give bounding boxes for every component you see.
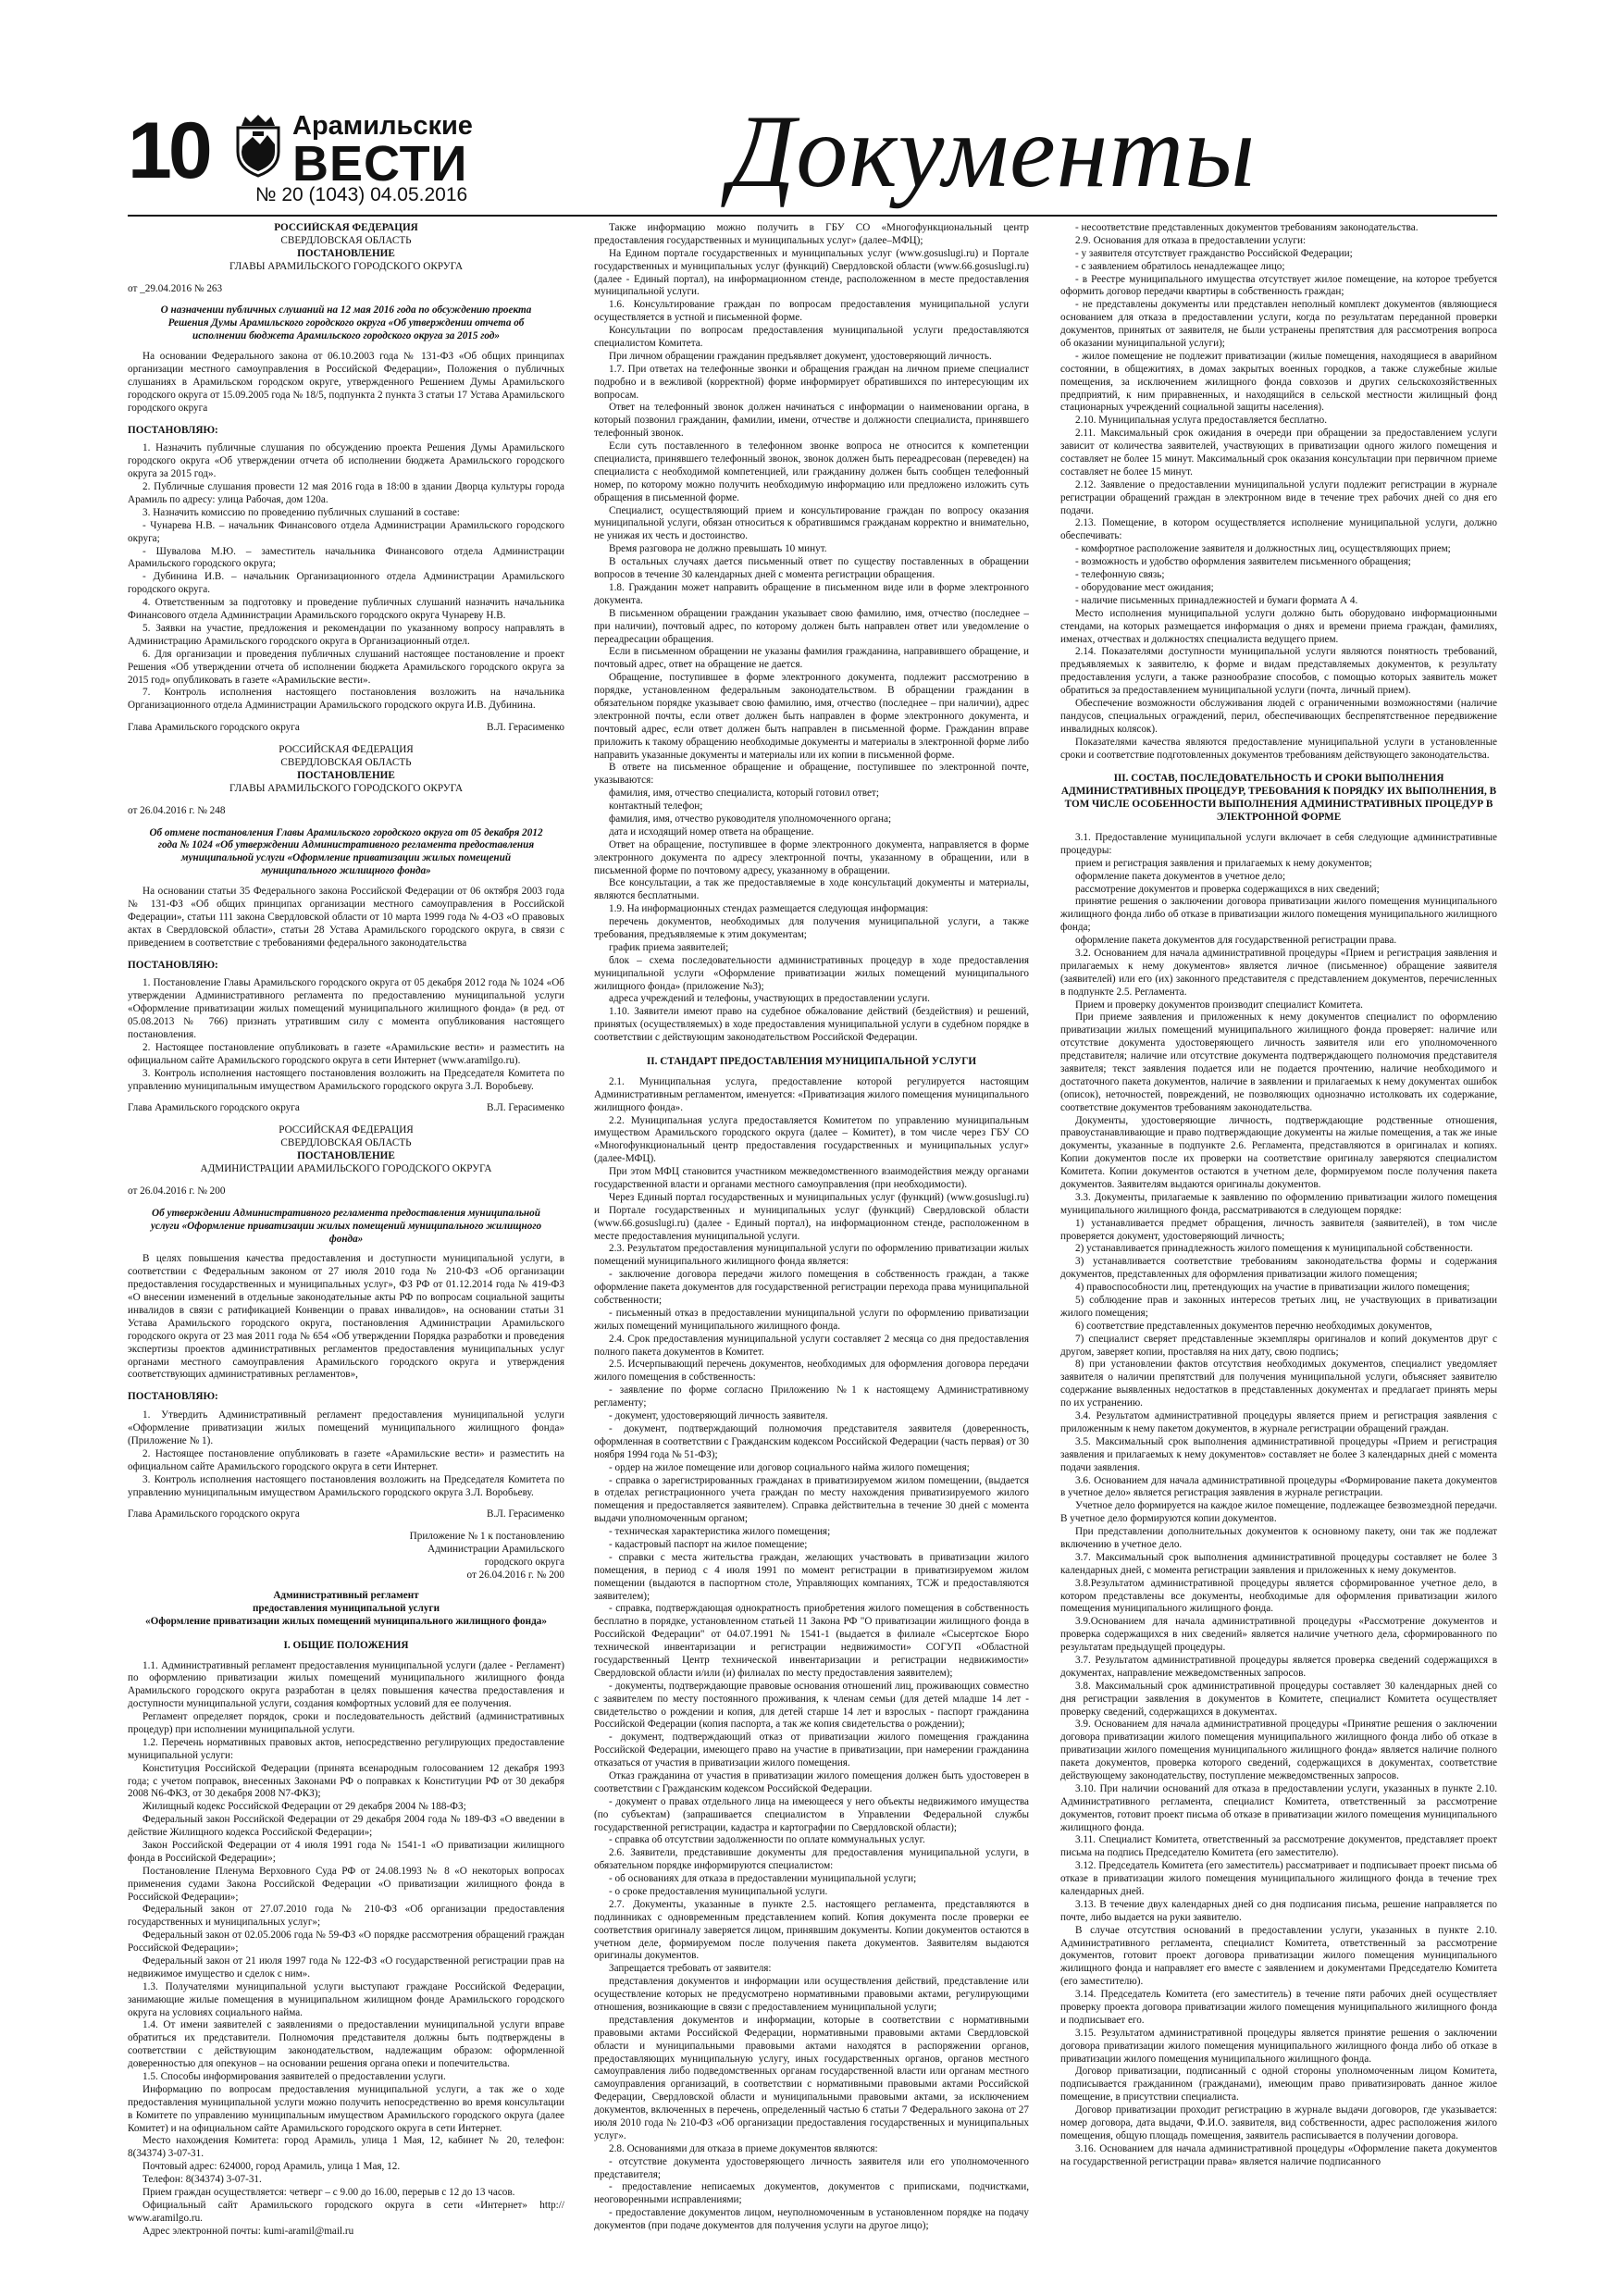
regulation-paragraph: 3) устанавливается соответствие требованиям законодательства формы и содержания документов, представленных для оформления приватизации жилого помещения; [1060,1256,1497,1281]
regulation-paragraph: Федеральный закон от 21 июля 1997 года № 122-ФЗ «О государственной регистрации прав на недвижимое имущество и сделок с ним». [128,1955,564,1980]
section-heading: II. СТАНДАРТ ПРЕДОСТАВЛЕНИЯ МУНИЦИПАЛЬНОЙ УСЛУГИ [646,1056,977,1067]
regulation-paragraph: 6) соответствие представленных документов перечню необходимых документов, [1075,1320,1432,1332]
regulation-paragraph: Отказ гражданина от участия в приватизации жилого помещения должен быть удостоверен в соответствии с Гражданским кодексом Российской Федерации. [594,1769,1029,1794]
regulation-paragraph: 3.8. Максимальный срок административной процедуры составляет 30 календарных дней со дня регистрации заявления в документов в Комитете, специалист Комитета осуществляет проверку сведений, содержащихся в документах. [1060,1680,1497,1718]
regulation-paragraph: - кадастровый паспорт на жилое помещение; [609,1538,808,1550]
section-heading: III. СОСТАВ, ПОСЛЕДОВАТЕЛЬНОСТЬ И СРОКИ ВЫПОЛНЕНИЯ АДМИНИСТРАТИВНЫХ ПРОЦЕДУР, ТРЕБОВАНИЯ К ПОРЯДКУ ИХ ВЫПОЛНЕНИЯ, В ТОМ ЧИСЛЕ ОСОБЕННОСТИ ВЫПОЛНЕНИЯ АДМИНИСТРАТИВНЫХ ПРОЦЕДУР В ЭЛЕКТРОННОЙ ФОРМЕ [1060,773,1497,824]
regulation-paragraph: - справки с места жительства граждан, желающих участвовать в приватизации жилого помещения, в период с 4 июля 1991 по момент регистрации в приватизируемом жилом помещении (выдаются в паспортном столе, Управляющих компаниях, ТСЖ и предоставляются заявителем); [594,1551,1029,1602]
city-coat-of-arms-icon [232,113,284,178]
issue-number-date: № 20 (1043) 04.05.2016 [255,184,468,205]
appendix-note: от 26.04.2016 г. № 200 [466,1570,564,1582]
doc1-paragraph: 6. Для организации и проведения публичных слушаний настоящее постановление и проект Решения «Об утверждении отчета об исполнении бюджета Арамильского городского округа за 2015 год» опубликовать в газете «Арамильские вести». [128,648,564,686]
page-number: 10 [128,106,209,195]
doc3-paragraph: 2. Настоящее постановление опубликовать в газете «Арамильские вести» и разместить на официальном сайте Арамильского городского округа в сети Интернет. [128,1447,564,1472]
regulation-paragraph: - комфортное расположение заявителя и должностных лиц, осуществляющих прием; [1075,543,1451,555]
regulation-paragraph: - отсутствие документа удостоверяющего личность заявителя или его уполномоченного представителя; [594,2155,1029,2180]
doc2-header: РОССИЙСКАЯ ФЕДЕРАЦИЯ [279,744,414,756]
regulation-paragraph: 3.4. Результатом административной процедуры является прием и регистрация заявления с приложенным к нему пакетом документов, в журнале регистрации обращений граждан. [1060,1410,1497,1434]
regulation-paragraph: В случае отсутствия оснований в предоставлении услуги, указанных в пункте 2.10. Административного регламента, специалист Комитета, ответственный за рассмотрение документов, готовит проект договора приватизации жилого помещения муниципального жилищного фонда и направляет его вместе с заявлением и документами Председателю Комитета (его заместителю). [1060,1924,1497,1988]
doc1-header: РОССИЙСКАЯ ФЕДЕРАЦИЯ [274,222,418,233]
regulation-paragraph: 8) при установлении фактов отсутствия необходимых документов, специалист уведомляет заявителя о наличии препятствий для получения муниципальной услуги, объясняет заявителю содержание выявленных недостатков в представленных документах и предлагает принять меры по их устранению. [1060,1359,1497,1409]
doc1-paragraph: - Чунарева Н.В. – начальник Финансового отдела Администрации Арамильского городского округа; [128,519,564,544]
regulation-paragraph: Через Единый портал государственных и муниципальных услуг (функций) (www.gosuslugi.ru) и Портале государственных и муниципальных услуг (функций) Свердловской области (www.66.gosuslugi.ru) (далее - Единый портал), на информационном стенде, расположенном в месте предоставления муниципальной услуги. [594,1191,1029,1242]
doc1-header: ГЛАВЫ АРАМИЛЬСКОГО ГОРОДСКОГО ОКРУГА [229,260,464,272]
regulation-title: «Оформление приватизации жилых помещений муниципального жилищного фонда» [145,1615,547,1627]
regulation-paragraph: - заключение договора передачи жилого помещения в собственность граждан, а также оформление пакета документов для государственной регистрации перехода права муниципальной собственности; [594,1269,1029,1307]
regulation-paragraph: При личном обращении гражданин предъявляет документ, удостоверяющий личность. [609,350,992,362]
regulation-paragraph: график приема заявителей; [609,941,729,953]
doc3-title: Об утверждении Административного регламента предоставления муниципальной услуги «Оформление приватизации жилых помещений муниципального жилищного фонда» [150,1207,542,1245]
regulation-paragraph: 3.12. Председатель Комитета (его заместитель) рассматривает и подписывает проект письма об отказе в приватизации жилого помещения муниципального жилищного фонда в течение трех календарных дней. [1060,1860,1497,1897]
regulation-paragraph: - об основаниях для отказа в предоставлении муниципальной услуги; [609,1873,917,1885]
brand-name-top: Арамильские [292,111,473,141]
regulation-paragraph: оформление пакета документов для государственной регистрации права. [1075,935,1397,947]
doc1-paragraph: - Шувалова М.Ю. – заместитель начальника Финансового отдела Администрации Арамильского городского округа; [128,545,564,570]
regulation-paragraph: Ответ на телефонный звонок должен начинаться с информации о наименовании органа, в который позвонил гражданин, фамилии, имени, отчестве и должности специалиста, принявшего телефонный звонок. [594,402,1029,440]
regulation-paragraph: - ордер на жилое помещение или договор социального найма жилого помещения; [609,1461,970,1473]
regulation-paragraph: Закон Российской Федерации от 4 июля 1991 года № 1541-1 «О приватизации жилищного фонда в Российской Федерации»; [128,1839,564,1864]
regulation-paragraph: - телефонную связь; [1075,569,1165,581]
doc1-paragraph: 5. Заявки на участие, предложения и рекомендации по указанному вопросу направлять в Администрацию Арамильского городского округа в Организационный отдел. [128,622,564,647]
doc1-paragraph: 4. Ответственным за подготовку и проведение публичных слушаний назначить начальника Финансового отдела Администрации Арамильского городского округа Чунареву Н.В. [128,597,564,622]
regulation-paragraph: Почтовый адрес: 624000, город Арамиль, улица 1 Мая, 12. [142,2161,401,2173]
regulation-paragraph: - документ, удостоверяющий личность заявителя. [609,1410,828,1422]
regulation-paragraph: На Едином портале государственных и муниципальных услуг (www.gosuslugi.ru) и Портале государственных и муниципальных услуг (функций) Свердловской области (www.66.gosuslugi.ru) (далее - Единый портал), на информационном стенде, расположенном в месте предоставления муниципальной услуги. [594,247,1029,298]
regulation-paragraph: представления документов и информации, которые в соответствии с нормативными правовыми актами Российской Федерации, нормативными правовыми актами Свердловской области и муниципальными правовыми актами находятся в распоряжении органов, предоставляющих муниципальную услугу, иных государственных органов, органов местного самоуправления либо подведомственных органам государственной власти или органам местного самоуправления организаций, в соответствии с нормативными правовыми актами Российской Федерации, Свердловской области и муниципальными правовыми актами, за исключением документов, включенных в перечень, определенный частью 6 статьи 7 Федерального закона от 27 июля 2010 года № 210-ФЗ «Об организации предоставления государственных и муниципальных услуг». [594,2014,1029,2141]
regulation-paragraph: 1.8. Гражданин может направить обращение в письменном виде или в форме электронного документа. [594,581,1029,606]
doc1-signature [128,722,564,735]
section-title: Документы [729,94,1257,209]
regulation-paragraph: дата и исходящий номер ответа на обращение. [609,825,814,838]
regulation-paragraph: Консультации по вопросам предоставления муниципальной услуги предоставляются специалистом Комитета. [594,325,1029,350]
regulation-paragraph: 2.9. Основания для отказа в предоставлении услуги: [1075,234,1307,246]
regulation-paragraph: - заявление по форме согласно Приложению №1 к настоящему Административному регламенту; [594,1384,1029,1409]
doc1-decree-label: ПОСТАНОВЛЯЮ: [128,424,218,436]
regulation-paragraph: При этом МФЦ становится участником межведомственного взаимодействия между органами государственной власти и органами местного самоуправления (при необходимости). [594,1166,1029,1191]
doc3-paragraph: 3. Контроль исполнения настоящего постановления возложить на Председателя Комитета по управлению муниципальным имуществом Арамильского городского округа З.Л. Воробьеву. [128,1473,564,1498]
appendix-note: городского округа [484,1557,564,1569]
regulation-paragraph: Договор приватизации, подписанный с одной стороны уполномоченным лицом Комитета, подписывается гражданином (гражданами), имеющим право приватизировать данное жилое помещение, в присутствии специалиста. [1060,2066,1497,2104]
column-1 [128,222,564,2263]
regulation-paragraph: 3.9. Основанием для начала административной процедуры «Принятие решения о заключении договора приватизации жилого помещения муниципального жилищного фонда либо об отказе в приватизации жилого помещения муниципального жилищного фонда» является наличие полного пакета документов, проверка которого сведений, содержащихся в документах, соответствие действующему законодательству, поступление межведомственных запросов. [1060,1719,1497,1781]
regulation-paragraph: Договор приватизации проходит регистрацию в журнале выдачи договоров, где указывается: номер договора, дата выдачи, Ф.И.О. заявителя, вид собственности, адрес расположения жилого помещения, общую площадь помещения, заявитель расписывается в получении договора. [1060,2104,1497,2141]
regulation-paragraph: 2.12. Заявление о предоставлении муниципальной услуги подлежит регистрации в журнале регистрации обращений граждан в электронном виде в течение трех рабочих дней со дня его подачи. [1060,478,1497,516]
appendix-note: Приложение № 1 к постановлению [409,1531,564,1543]
regulation-paragraph: Обращение, поступившее в форме электронного документа, подлежит рассмотрению в порядке, установленном федеральным законодательством. В обращении гражданин в обязательном порядке указывает свою фамилию, имя, отчество (последнее – при наличии), адрес электронной почты, если ответ должен быть направлен в форме электронного документа, и почтовый адрес, если ответ должен быть направлен в письменной форме. Гражданин вправе приложить к такому обращению необходимые документы и материалы в электронной форме либо направить указанные документы и материалы или их копии в письменной форме. [594,672,1029,761]
doc3-header: ПОСТАНОВЛЕНИЕ [297,1150,395,1162]
regulation-paragraph: 3.7. Максимальный срок выполнения административной процедуры составляет не более 3 календарных дней, с момента регистрации заявления и приложенных к нему документов. [1060,1551,1497,1576]
regulation-paragraph: фамилия, имя, отчество специалиста, который готовил ответ; [609,788,879,800]
regulation-paragraph: - не представлены документы или представлен неполный комплект документов (являющиеся основанием для отказа в предоставлении услуги, когда по результатам переданной проверки документов, принятых от заявителя, не были устранены препятствия для рассмотрения вопроса об оказании муниципальной услуги); [1060,299,1497,350]
regulation-paragraph: Адрес электронной почты: kumi-aramil@mail.ru [142,2225,354,2237]
regulation-paragraph: 1.4. От имени заявителей с заявлениями о предоставлении муниципальной услуги вправе обратиться их представители. Полномочия представителя должны быть подтверждены в соответствии с действующим законодательством, надлежащим образом: оформленной доверенностью для опекунов – на основании решения органа опеки и попечительства. [128,2019,564,2070]
regulation-paragraph: Обеспечение возможности обслуживания людей с ограниченными возможностями (наличие пандусов, специальных ограждений, перил, обеспечивающих беспрепятственное передвижение инвалидных колясок). [1060,697,1497,735]
regulation-paragraph: принятие решения о заключении договора приватизации жилого помещения муниципального жилищного фонда либо об отказе в приватизации жилого помещения муниципального жилищного фонда; [1060,896,1497,934]
regulation-title: предоставления муниципальной услуги [252,1602,440,1614]
regulation-paragraph: 3.3. Документы, прилагаемые к заявлению по оформлению приватизации жилого помещения муниципального жилищного фонда, рассматриваются в следующем порядке: [1060,1191,1497,1216]
regulation-paragraph: Специалист, осуществляющий прием и консультирование граждан по вопросу оказания муниципальной услуги, обязан относиться к обратившимся гражданам корректно и внимательно, не унижая их честь и достоинство. [594,504,1029,542]
regulation-paragraph: 3.6. Основанием для начала административной процедуры «Формирование пакета документов в учетное дело» является регистрация заявления в журнале регистрации. [1060,1474,1497,1499]
doc2-paragraph: 1. Постановление Главы Арамильского городского округа от 05 декабря 2012 года № 1024 «Об утверждении Административного регламента по предоставлению муниципальной услуги «Оформление приватизации жилых помещений муниципального жилищного фонда» (в ред. от 05.08.2013 № 766) признать утратившим силу с момента опубликования настоящего постановления. [128,977,564,1040]
header-rule [128,215,1497,217]
regulation-paragraph: Телефон: 8(34374) 3-07-31. [142,2174,262,2186]
doc1-paragraph: На основании Федерального закона от 06.10.2003 года № 131-ФЗ «Об общих принципах организации местного самоуправления в Российской Федерации», Положения о публичных слушаниях в Арамильском городском округе, утвержденного Решением Думы Арамильского городского округа от 15.09.2005 года № 18/5, подпункта 2 пункта 3 статьи 17 Устава Арамильского городского округа [128,351,564,414]
regulation-paragraph: Федеральный закон от 27.07.2010 года № 210-ФЗ «Об организации предоставления государственных и муниципальных услуг»; [128,1904,564,1929]
regulation-paragraph: - справка, подтверждающая однократность приобретения жилого помещения в собственность бесплатно в порядке, установленном статьей 11 Закона РФ "О приватизации жилищного фонда в Российской Федерации" от 04.07.1991 № 1541-1 (выдается в филиале «Сысертское Бюро технической инвентаризации и регистрации недвижимости» СОГУП «Областной государственный Центр технической инвентаризации и регистрации недвижимости» Свердловской области и/или (и) филиалах по месту предоставления заявителем); [594,1603,1029,1679]
regulation-paragraph: прием и регистрация заявления и прилагаемых к нему документов; [1075,857,1372,869]
regulation-paragraph: 2.11. Максимальный срок ожидания в очереди при обращении за предоставлением услуги зависит от количества заявителей, участвующих в приватизации одного жилого помещения и составляет не более 15 минут. Максимальный срок оказания консультации при первичном приеме составляет не более 15 минут. [1060,428,1497,478]
regulation-paragraph: 1.1. Административный регламент предоставления муниципальной услуги (далее - Регламент) по оформлению приватизации жилых помещений муниципального жилищного фонда Арамильского городского округа разработан в целях повышения качества предоставления и доступности муниципальной услуги, создания комфортных условий для ее получения. [128,1659,564,1710]
signature-title: Глава Арамильского городского округа [128,1508,300,1520]
regulation-paragraph: 2.6. Заявители, представившие документы для предоставления муниципальной услуги, в обязательном порядке информируются специалистом: [594,1847,1029,1872]
doc1-paragraph: 1. Назначить публичные слушания по обсуждению проекта Решения Думы Арамильского городского округа «Об утверждении отчета об исполнении бюджета Арамильского городского округа за 2015 год». [128,442,564,480]
regulation-paragraph: - предоставление документов лицом, неуполномоченным в установленном порядке на подачу документов (при подаче документов для получения услуги на другое лицо); [594,2207,1029,2232]
regulation-paragraph: 4) правоспособности лиц, претендующих на участие в приватизации жилого помещения; [1075,1282,1470,1294]
doc1-header: СВЕРДЛОВСКАЯ ОБЛАСТЬ [280,234,412,246]
regulation-paragraph: 2.5. Исчерпывающий перечень документов, необходимых для оформления договора передачи жилого помещения в собственность: [594,1359,1029,1384]
regulation-paragraph: 2.10. Муниципальная услуга предоставляется бесплатно. [1075,415,1328,427]
regulation-paragraph: Прием и проверку документов производит специалист Комитета. [1075,999,1363,1011]
regulation-paragraph: 2.3. Результатом предоставления муниципальной услуги по оформлению приватизации жилых помещений муниципального жилищного фонда является: [594,1243,1029,1268]
regulation-paragraph: 1.6. Консультирование граждан по вопросам предоставления муниципальной услуги осуществляется в устной и письменной форме. [594,299,1029,324]
regulation-paragraph: фамилия, имя, отчество руководителя уполномоченного органа; [609,813,892,825]
regulation-paragraph: Федеральный закон Российской Федерации от 29 декабря 2004 года № 189-ФЗ «О введении в действие Жилищного кодекса Российской Федерации»; [128,1814,564,1839]
regulation-paragraph: 3.8.Результатом административной процедуры является сформированное учетное дело, в котором представлены все документы, необходимые для оформления приватизации жилого помещения муниципального жилищного фонда. [1060,1577,1497,1615]
regulation-paragraph: 2.8. Основаниями для отказа в приеме документов являются: [609,2142,878,2154]
doc1-paragraph: 3. Назначить комиссию по проведению публичных слушаний в составе: [142,506,460,518]
regulation-paragraph: При приеме заявления и приложенных к нему документов специалист по оформлению приватизации жилых помещений муниципального жилищного фонда проверяет: наличие или отсутствие документа удостоверяющего личность заявителя или его уполномоченного представителя; наличие или отсутствие документа подтверждающего полномочия представителя заявителя; текст заявления подается или не подается прочтению, наличие необходимого и достаточного пакета документов, наличие в заявлении и прилагаемых к нему документах ошибок (описок), неточностей, повреждений, не позволяющих однозначно истолковать их содержание, соответствие документов требованиям законодательства. [1060,1011,1497,1113]
column-3 [1060,222,1497,2263]
doc2-title: Об отмене постановления Главы Арамильского городского округа от 05 декабря 2012 года № 1024 «Об утверждении Административного регламента предоставления муниципальной услуги «Оформление приватизации жилых помещений муниципального жилищного фонда» [149,826,543,877]
regulation-paragraph: Запрещается требовать от заявителя: [609,1963,772,1975]
doc3-date: от 26.04.2016 г. № 200 [128,1185,226,1197]
regulation-paragraph: В письменном обращении гражданин указывает свою фамилию, имя, отчество (последнее – при наличии), почтовый адрес, по которому должен быть направлен ответ или уведомление о переадресации обращения. [594,607,1029,645]
doc1-paragraph: 7. Контроль исполнения настоящего постановления возложить на начальника Организационного отдела Администрации Арамильского городского округа И.В. Дубинина. [128,687,564,712]
doc3-header: АДМИНИСТРАЦИИ АРАМИЛЬСКОГО ГОРОДСКОГО ОКРУГА [200,1163,492,1174]
doc2-header: ПОСТАНОВЛЕНИЕ [297,769,395,781]
regulation-paragraph: блок – схема последовательности административных процедур в ходе предоставления муниципальной услуги «Оформление приватизации жилых помещений муниципального жилищного фонда» (приложение №3); [594,954,1029,992]
regulation-paragraph: Если суть поставленного в телефонном звонке вопроса не относится к компетенции специалиста, принявшего телефонный звонок, звонок должен быть переадресован (переведен) на специалиста с необходимой компетенцией, или гражданину должен быть сообщен телефонный номер, по которому можно получить необходимую информацию или предложено изложить суть обращения в письменной форме. [594,441,1029,503]
regulation-paragraph: Регламент определяет порядок, сроки и последовательность действий (административных процедур) при исполнении муниципальной услуги. [128,1711,564,1735]
regulation-paragraph: 2.14. Показателями доступности муниципальной услуги являются понятность требований, предъявляемых к заявителю, к форме и видам представляемых документов, к результату предоставления услуги, а также разнообразие способов, с помощью которых заявитель может обратиться за предоставлением муниципальной услуги (почта, личный прием). [1060,646,1497,697]
regulation-paragraph: 2.1. Муниципальная услуга, предоставление которой регулируется настоящим Административным регламентом, именуется: «Приватизация жилого помещения муниципального жилищного фонда». [594,1075,1029,1113]
regulation-paragraph: 3.7. Результатом административной процедуры является проверка сведений содержащихся в документах, направление межведомственных запросов. [1060,1654,1497,1679]
regulation-paragraph: 3.16. Основанием для начала административной процедуры «Оформление пакета документов на государственной регистрации права» является наличие подписанного [1060,2142,1497,2167]
regulation-paragraph: рассмотрение документов и проверка содержащихся в них сведений; [1075,883,1380,895]
regulation-paragraph: 1.7. При ответах на телефонные звонки и обращения граждан на личном приеме специалист подробно и в вежливой (корректной) форме информирует обратившихся по интересующим их вопросам. [594,363,1029,401]
doc2-signature [128,1102,564,1115]
regulation-paragraph: - справка о зарегистрированных гражданах в приватизируемом жилом помещении, (выдается в отделах регистрационного учета граждан по месту нахождения приватизируемого жилого помещения и предоставляется заявителем). Справка действительна в течение 30 дней с момента выдачи уполномоченным органом; [594,1474,1029,1525]
regulation-paragraph: Жилищный кодекс Российской Федерации от 29 декабря 2004 № 188-ФЗ; [142,1801,466,1813]
doc3-header: СВЕРДЛОВСКАЯ ОБЛАСТЬ [280,1137,412,1149]
doc3-header: РОССИЙСКАЯ ФЕДЕРАЦИЯ [279,1124,414,1136]
regulation-paragraph: - документ о правах отдельного лица на имеющееся у него объекты недвижимого имущества (по субъектам) (запрашивается специалистом в Управлении Федеральной службы государственной регистрации, кадастра и картографии по Свердловской области); [594,1795,1029,1833]
signature-name: В.Л. Герасименко [486,1102,564,1114]
masthead [128,94,1497,217]
regulation-paragraph: 3.15. Результатом административной процедуры является принятие решения о заключении договора приватизации жилого помещения муниципального жилищного фонда либо об отказе в приватизации жилого помещения муниципального жилищного фонда. [1060,2027,1497,2065]
signature-name: В.Л. Герасименко [486,1508,564,1520]
regulation-title: Административный регламент [273,1589,419,1601]
regulation-paragraph: - оборудование мест ожидания; [1075,581,1214,593]
regulation-paragraph: Место нахождения Комитета: город Арамиль, улица 1 Мая, 12, кабинет № 20, телефон: 8(34374) 3-07-31. [128,2135,564,2160]
signature-title: Глава Арамильского городского округа [128,1102,300,1114]
regulation-paragraph: оформление пакета документов в учетное дело; [1075,870,1286,882]
doc3-paragraph: В целях повышения качества предоставления и доступности муниципальной услуги, в соответствии с Федеральным законом от 27 июля 2010 года № 210-ФЗ «Об организации предоставления государственных и муниципальных услуг», ФЗ РФ от 01.12.2014 года № 419-ФЗ «О внесении изменений в отдельные законодательные акты РФ по вопросам социальной защиты инвалидов в связи с ратификацией Конвенции о правах инвалидов», на основании статьи 31 Устава Арамильского городского округа, постановления Администрации Арамильского городского округа от 23 мая 2011 года № 654 «Об утверждении Порядка разработки и проведения экспертизы проектов административных регламентов предоставления муниципальных услуг органами местного самоуправления Арамильского городского округа и утверждения соответствующих административных регламентов», [128,1253,564,1381]
regulation-paragraph: 3.10. При наличии оснований для отказа в предоставлении услуги, указанных в пункте 2.10. Административного регламента, специалист Комитета, ответственный за рассмотрение документов, готовит проект письма об отказе в приватизации жилого помещения муниципального жилищного фонда. [1060,1782,1497,1833]
doc3-paragraph: 1. Утвердить Административный регламент предоставления муниципальной услуги «Оформление приватизации жилых помещений муниципального жилищного фонда» (Приложение № 1). [128,1409,564,1447]
regulation-paragraph: Учетное дело формируется на каждое жилое помещение, подлежащее безвозмездной передачи. В учетное дело формируются копии документов. [1060,1500,1497,1525]
regulation-paragraph: Если в письменном обращении не указаны фамилия гражданина, направившего обращение, и почтовый адрес, ответ на обращение не дается. [594,646,1029,671]
signature-title: Глава Арамильского городского округа [128,722,300,734]
regulation-paragraph: 3.5. Максимальный срок выполнения административной процедуры «Прием и регистрация заявления и прилагаемых к нему документов» составляет не более 3 календарных дней с момента подачи заявления. [1060,1435,1497,1473]
regulation-paragraph: представления документов и информации или осуществления действий, представление или осуществление которых не предусмотрено нормативными правовыми актами, регулирующими отношения, возникающие в связи с предоставлением муниципальной услуги; [594,1976,1029,2014]
doc2-decree-label: ПОСТАНОВЛЯЮ: [128,959,218,971]
doc2-paragraph: 3. Контроль исполнения настоящего постановления возложить на Председателя Комитета по управлению муниципальным имуществом Арамильского городского округа З.Л. Воробьеву. [128,1067,564,1092]
regulation-paragraph: Информацию по вопросам предоставления муниципальной услуги, а так же о ходе предоставления муниципальной услуги можно получить непосредственно во время консультации в Комитете по управлению муниципальным имуществом Арамильского городского округа (далее Комитет) и на официальном сайте Арамильского городского округа в сети Интернет. [128,2083,564,2134]
regulation-paragraph: Ответ на обращение, поступившее в форме электронного документа, направляется в форме электронного документа по адресу электронной почты, указанному в обращении, или в письменной форме по почтовому адресу, указанному в обращении. [594,838,1029,876]
regulation-paragraph: Место исполнения муниципальной услуги должно быть оборудовано информационными стендами, на которых размещается информация о днях и времени приема граждан, фамилиях, именах, отчествах и должностях специалиста ведущего прием. [1060,607,1497,645]
regulation-paragraph: - возможность и удобство оформления заявителем письменного обращения; [1075,556,1411,568]
doc1-date: от _29.04.2016 № 263 [128,282,223,294]
regulation-paragraph: 1.9. На информационных стендах размещается следующая информация: [609,903,929,915]
regulation-paragraph: - техническая характеристика жилого помещения; [609,1526,831,1538]
regulation-paragraph: Также информацию можно получить в ГБУ СО «Многофункциональный центр предоставления государственных и муниципальных услуг» (далее–МФЦ); [594,222,1029,246]
regulation-paragraph: 1.5. Способы информирования заявителей о предоставлении услуги. [142,2071,446,2082]
regulation-paragraph: Официальный сайт Арамильского городского округа в сети «Интернет» http:// www.aramilgo.ru. [128,2199,564,2224]
doc2-paragraph: На основании статьи 35 Федерального закона Российской Федерации от 06 октября 2003 года № 131-ФЗ «Об общих принципах организации местного самоуправления в Российской Федерации», статьи 111 закона Свердловской области от 10 марта 1999 года № 4-ОЗ «О правовых актах в Свердловской области», статьи 28 Устава Арамильского городского округа, в связи с приведением в соответствие с требованиями федерального законодательства [128,886,564,949]
regulation-paragraph: 1.2. Перечень нормативных правовых актов, непосредственно регулирующих предоставление муниципальной услуги: [128,1736,564,1761]
regulation-paragraph: - предоставление неписаемых документов, документов с приписками, подчистками, неоговоренными исправлениями; [594,2181,1029,2206]
column-2 [594,222,1029,2263]
regulation-paragraph: - жилое помещение не подлежит приватизации (жилые помещения, находящиеся в аварийном состоянии, в общежитиях, в домах закрытых военных городков, а также служебные жилые помещения, за исключением жилищного фонда совхозов и других сельскохозяйственных предприятий, к ним приравненных, и находящийся в сельской местности жилищный фонд стационарных учреждений социальной защиты населения). [1060,350,1497,414]
regulation-paragraph: 2.4. Срок предоставления муниципальной услуги составляет 2 месяца со дня предоставления полного пакета документов в Комитет. [594,1333,1029,1358]
brand-name-main: ВЕСТИ [292,136,468,192]
regulation-paragraph: 3.11. Специалист Комитета, ответственный за рассмотрение документов, представляет проект письма на подпись Председателю Комитета (его заместителю). [1060,1834,1497,1859]
regulation-paragraph: - справка об отсутствии задолженности по оплате коммунальных услуг. [609,1834,925,1846]
doc3-decree-label: ПОСТАНОВЛЯЮ: [128,1391,218,1403]
doc1-title: О назначении публичных слушаний на 12 мая 2016 года по обсуждению проекта Решения Думы Арамильского городского округа «Об утверждении отчета об исполнении бюджета Арамильского городского округа за 2015 год» [160,304,532,342]
regulation-paragraph: Федеральный закон от 02.05.2006 года № 59-ФЗ «О порядке рассмотрения обращений граждан Российской Федерации»; [128,1930,564,1955]
regulation-paragraph: 3.1. Предоставление муниципальной услуги включает в себя следующие административные процедуры: [1060,831,1497,856]
regulation-paragraph: 7) специалист сверяет представленные экземпляры оригиналов и копий документов друг с другом, заверяет копии, проставляя на них дату, свою подпись; [1060,1333,1497,1358]
regulation-paragraph: перечень документов, необходимых для получения муниципальной услуги, а также требования, предъявляемые к этим документам; [594,916,1029,940]
regulation-paragraph: В ответе на письменное обращение и обращение, поступившее по электронной почте, указываются: [594,762,1029,787]
doc2-paragraph: 2. Настоящее постановление опубликовать в газете «Арамильские вести» и разместить на официальном сайте Арамильского городского округа в сети Интернет (www.aramilgo.ru). [128,1041,564,1066]
doc1-paragraph: - Дубинина И.В. – начальник Организационного отдела Администрации Арамильского городского округа. [128,571,564,596]
regulation-paragraph: - документы, подтверждающие правовые основания отношений лиц, проживающих совместно с заявителем по месту постоянного проживания, к членам семьи (для детей младше 14 лет - свидетельство о рождении и копия, для детей старше 14 лет и взрослых - паспорт гражданина Российской Федерации (копия паспорта, а так же копия свидетельства о рождении); [594,1680,1029,1731]
regulation-paragraph: - документ, подтверждающий полномочия представителя заявителя (доверенность, оформленная в соответствии с Гражданским кодексом Российской Федерации (часть первая) от 30 ноября 1994 года № 51-ФЗ); [594,1422,1029,1460]
regulation-paragraph: 2.2. Муниципальная услуга предоставляется Комитетом по управлению муниципальным имуществом Арамильского городского округа (далее – Комитет), в том числе через ГБУ СО «Многофункциональный центр предоставления государственных и муниципальных услуг» (далее-МФЦ). [594,1114,1029,1165]
regulation-paragraph: При представлении дополнительных документов к основному пакету, они так же подлежат включению в учетное дело. [1060,1526,1497,1550]
appendix-note: Администрации Арамильского [427,1544,564,1556]
regulation-paragraph: - несоответствие представленных документов требованиям законодательства. [1075,222,1419,233]
regulation-paragraph: адреса учреждений и телефоны, участвующих в предоставлении услуги. [609,993,930,1005]
regulation-paragraph: Прием граждан осуществляется: четверг – с 9.00 до 16.00, перерыв с 12 до 13 часов. [142,2187,515,2199]
regulation-paragraph: - с заявлением обратилось ненадлежащее лицо; [1075,260,1285,272]
regulation-paragraph: 1) устанавливается предмет обращения, личность заявителя (заявителей), в том числе проверяется документ, удостоверяющий личность; [1060,1217,1497,1242]
regulation-paragraph: - письменный отказ в предоставлении муниципальной услуги по оформлению приватизации жилых помещений муниципального жилищного фонда. [594,1307,1029,1332]
regulation-paragraph: - документ, подтверждающий отказ от приватизации жилого помещения гражданина Российской Федерации, имеющего право на участие в приватизации, при намерении гражданина отказаться от участия в приватизации жилого помещения. [594,1731,1029,1769]
regulation-paragraph: 2.13. Помещение, в котором осуществляется исполнение муниципальной услуги, должно обеспечивать: [1060,517,1497,542]
regulation-paragraph: 2.7. Документы, указанные в пункте 2.5. настоящего регламента, представляются в подлинниках с одновременным представлением копий. Копия документа после проверки ее соответствия оригиналу заверяется лицом, принявшим документы. Копии документов остаются в учетном деле, формируемом после получения пакета документов. Заявителям выдаются оригиналы документов. [594,1898,1029,1962]
regulation-paragraph: Все консультации, а так же предоставляемые в ходе консультаций документы и материалы, являются бесплатными. [594,877,1029,902]
doc1-header: ПОСТАНОВЛЕНИЕ [297,247,395,259]
regulation-paragraph: Показателями качества являются предоставление муниципальной услуги в установленные сроки и соответствие подготовленных документов требованиям действующего законодательства. [1060,736,1497,761]
doc2-header: СВЕРДЛОВСКАЯ ОБЛАСТЬ [280,756,412,768]
regulation-paragraph: 3.14. Председатель Комитета (его заместитель) в течение пяти рабочих дней осуществляет проверку проекта договора приватизации жилого помещения муниципального жилищного фонда и подписывает его. [1060,1989,1497,2026]
doc2-date: от 26.04.2016 г. № 248 [128,804,226,816]
regulation-paragraph: Время разговора не должно превышать 10 минут. [609,543,827,555]
regulation-paragraph: 5) соблюдение прав и законных интересов третьих лиц, не участвующих в приватизации жилого помещения; [1060,1295,1497,1319]
regulation-paragraph: 3.2. Основанием для начала административной процедуры «Прием и регистрация заявления и прилагаемых к нему документов» является личное (письменное) обращение заявителя (заявителей) или его (их) законного представителя с представлением документов, перечисленных в подпункте 2.5. Регламента. [1060,947,1497,998]
doc1-paragraph: 2. Публичные слушания провести 12 мая 2016 года в 18:00 в здании Дворца культуры города Арамиль по адресу: улица Рабочая, дом 120а. [128,481,564,506]
doc3-signature [128,1508,564,1521]
regulation-paragraph: 3.9.Основанием для начала административной процедуры «Рассмотрение документов и проверка содержащихся в них сведений» является наличие учетного дела, сформированного по результатам предыдущей процедуры. [1060,1616,1497,1654]
regulation-paragraph: - о сроке предоставления муниципальной услуги. [609,1886,828,1897]
doc2-header: ГЛАВЫ АРАМИЛЬСКОГО ГОРОДСКОГО ОКРУГА [229,782,464,794]
section-heading: I. ОБЩИЕ ПОЛОЖЕНИЯ [283,1639,409,1651]
regulation-paragraph: Постановление Пленума Верховного Суда РФ от 24.08.1993 № 8 «О некоторых вопросах применения судами Закона Российской Федерации «О приватизации жилищного фонда в Российской Федерации»; [128,1865,564,1903]
regulation-paragraph: Документы, удостоверяющие личность, подтверждающие родственные отношения, правоустанавливающие и право подтверждающие документы на жилые помещения, а так же иные документы, указанные в подпункте 2.6. Регламента, представляются в оригиналах и копиях. Копии документов после их проверки на соответствие оригиналу заверяются специалистом Комитета. Копии документов остаются в учетном деле, формируемом после получения пакета документов. Заявителям выдаются оригиналы документов. [1060,1114,1497,1191]
regulation-paragraph: - у заявителя отсутствует гражданство Российской Федерации; [1075,247,1353,259]
regulation-paragraph: 3.13. В течение двух календарных дней со дня подписания письма, решение направляется по почте, либо выдается на руки заявителю. [1060,1898,1497,1923]
regulation-paragraph: контактный телефон; [609,800,703,813]
regulation-paragraph: В остальных случаях дается письменный ответ по существу поставленных в обращении вопросов в течение 30 календарных дней с момента регистрации обращения. [594,556,1029,581]
regulation-paragraph: 1.10. Заявители имеют право на судебное обжалование действий (бездействия) и решений, принятых (осуществляемых) в ходе предоставления муниципальной услуги в судебном порядке в соответствии с действующим законодательством Российской Федерации. [594,1006,1029,1044]
signature-name: В.Л. Герасименко [486,722,564,734]
regulation-paragraph: 1.3. Получателями муниципальной услуги выступают граждане Российской Федерации, занимающие жилые помещения в муниципальном жилищном фонде Арамильского городского округа на условиях социального найма. [128,1980,564,2018]
regulation-paragraph: Конституция Российской Федерации (принята всенародным голосованием 12 декабря 1993 года; с учетом поправок, внесенных Законами РФ о поправках к Конституции РФ от 30 декабря 2008 N6-ФКЗ, от 30 декабря 2008 N7-ФКЗ); [128,1762,564,1800]
regulation-paragraph: 2) устанавливается принадлежность жилого помещения к муниципальной собственности. [1075,1243,1473,1255]
regulation-paragraph: - в Реестре муниципального имущества отсутствует жилое помещение, на которое требуется оформить договор передачи квартиры в собственность граждан; [1060,273,1497,298]
regulation-paragraph: - наличие письменных принадлежностей и бумаги формата А 4. [1075,594,1358,606]
